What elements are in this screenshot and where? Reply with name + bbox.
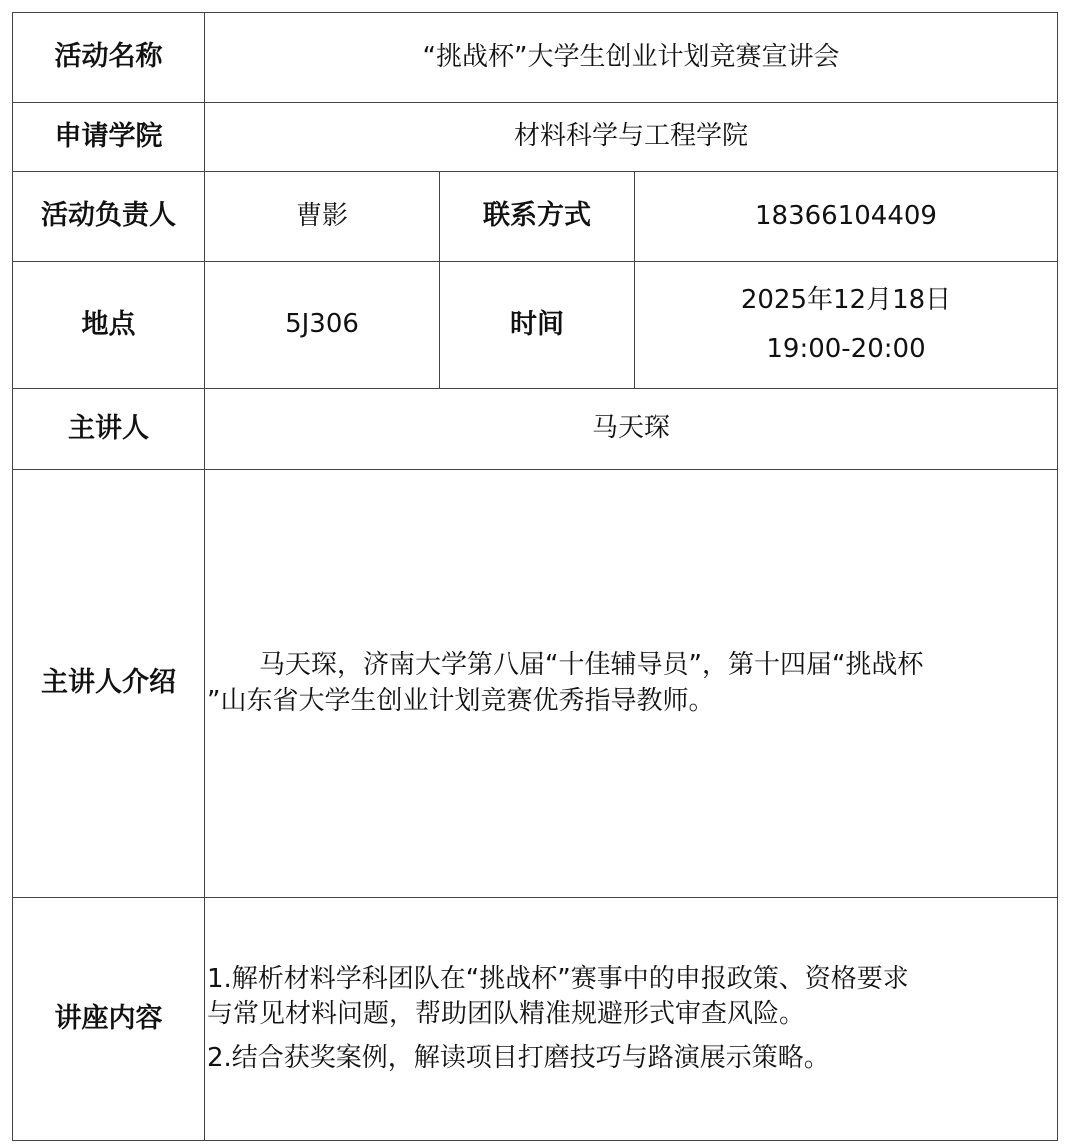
speaker-label: 主讲人 <box>13 389 205 470</box>
speaker-intro-text <box>205 470 1058 898</box>
activity-table <box>12 12 1058 1141</box>
college-value: 材料科学与工程学院 <box>205 103 1058 172</box>
time-label: 时间 <box>440 262 635 389</box>
lecture-item-1-line1: 1.解析材料学科团队在“挑战杯”赛事中的申报政策、资格要求 <box>207 963 909 994</box>
row-place-time <box>13 262 1058 389</box>
contact-label: 联系方式 <box>440 172 635 262</box>
row-college <box>13 103 1058 172</box>
lecture-item-1-line2: 与常见材料问题，帮助团队精准规避形式审查风险。 <box>207 999 806 1030</box>
activity-name-label: 活动名称 <box>13 13 205 103</box>
time-date: 2025年12月18日 <box>740 284 952 315</box>
time-value <box>635 262 1058 389</box>
speaker-value: 马天琛 <box>205 389 1058 470</box>
place-value: 5J306 <box>205 262 440 389</box>
activity-name-value: “挑战杯”大学生创业计划竞赛宣讲会 <box>205 13 1058 103</box>
row-organizer <box>13 172 1058 262</box>
row-lecture-content <box>13 898 1058 1141</box>
speaker-intro-line2: ”山东省大学生创业计划竞赛优秀指导教师。 <box>207 685 715 716</box>
lecture-item-2-line1: 2.结合获奖案例，解读项目打磨技巧与路演展示策略。 <box>207 1042 830 1073</box>
application-form <box>12 12 1057 1142</box>
college-label: 申请学院 <box>13 103 205 172</box>
row-activity-name <box>13 13 1058 103</box>
speaker-intro-label: 主讲人介绍 <box>13 470 205 898</box>
row-speaker-intro <box>13 470 1058 898</box>
speaker-intro-line1: 马天琛，济南大学第八届“十佳辅导员”，第十四届“挑战杯 <box>259 650 924 681</box>
lecture-content-label: 讲座内容 <box>13 898 205 1141</box>
time-hours: 19:00-20:00 <box>766 334 926 364</box>
lecture-item-1 <box>207 962 1055 1033</box>
lecture-item-2 <box>207 1041 1055 1076</box>
row-speaker <box>13 389 1058 470</box>
place-label: 地点 <box>13 262 205 389</box>
contact-value: 18366104409 <box>635 172 1058 262</box>
organizer-label: 活动负责人 <box>13 172 205 262</box>
organizer-value: 曹影 <box>205 172 440 262</box>
lecture-content-text <box>205 898 1058 1141</box>
